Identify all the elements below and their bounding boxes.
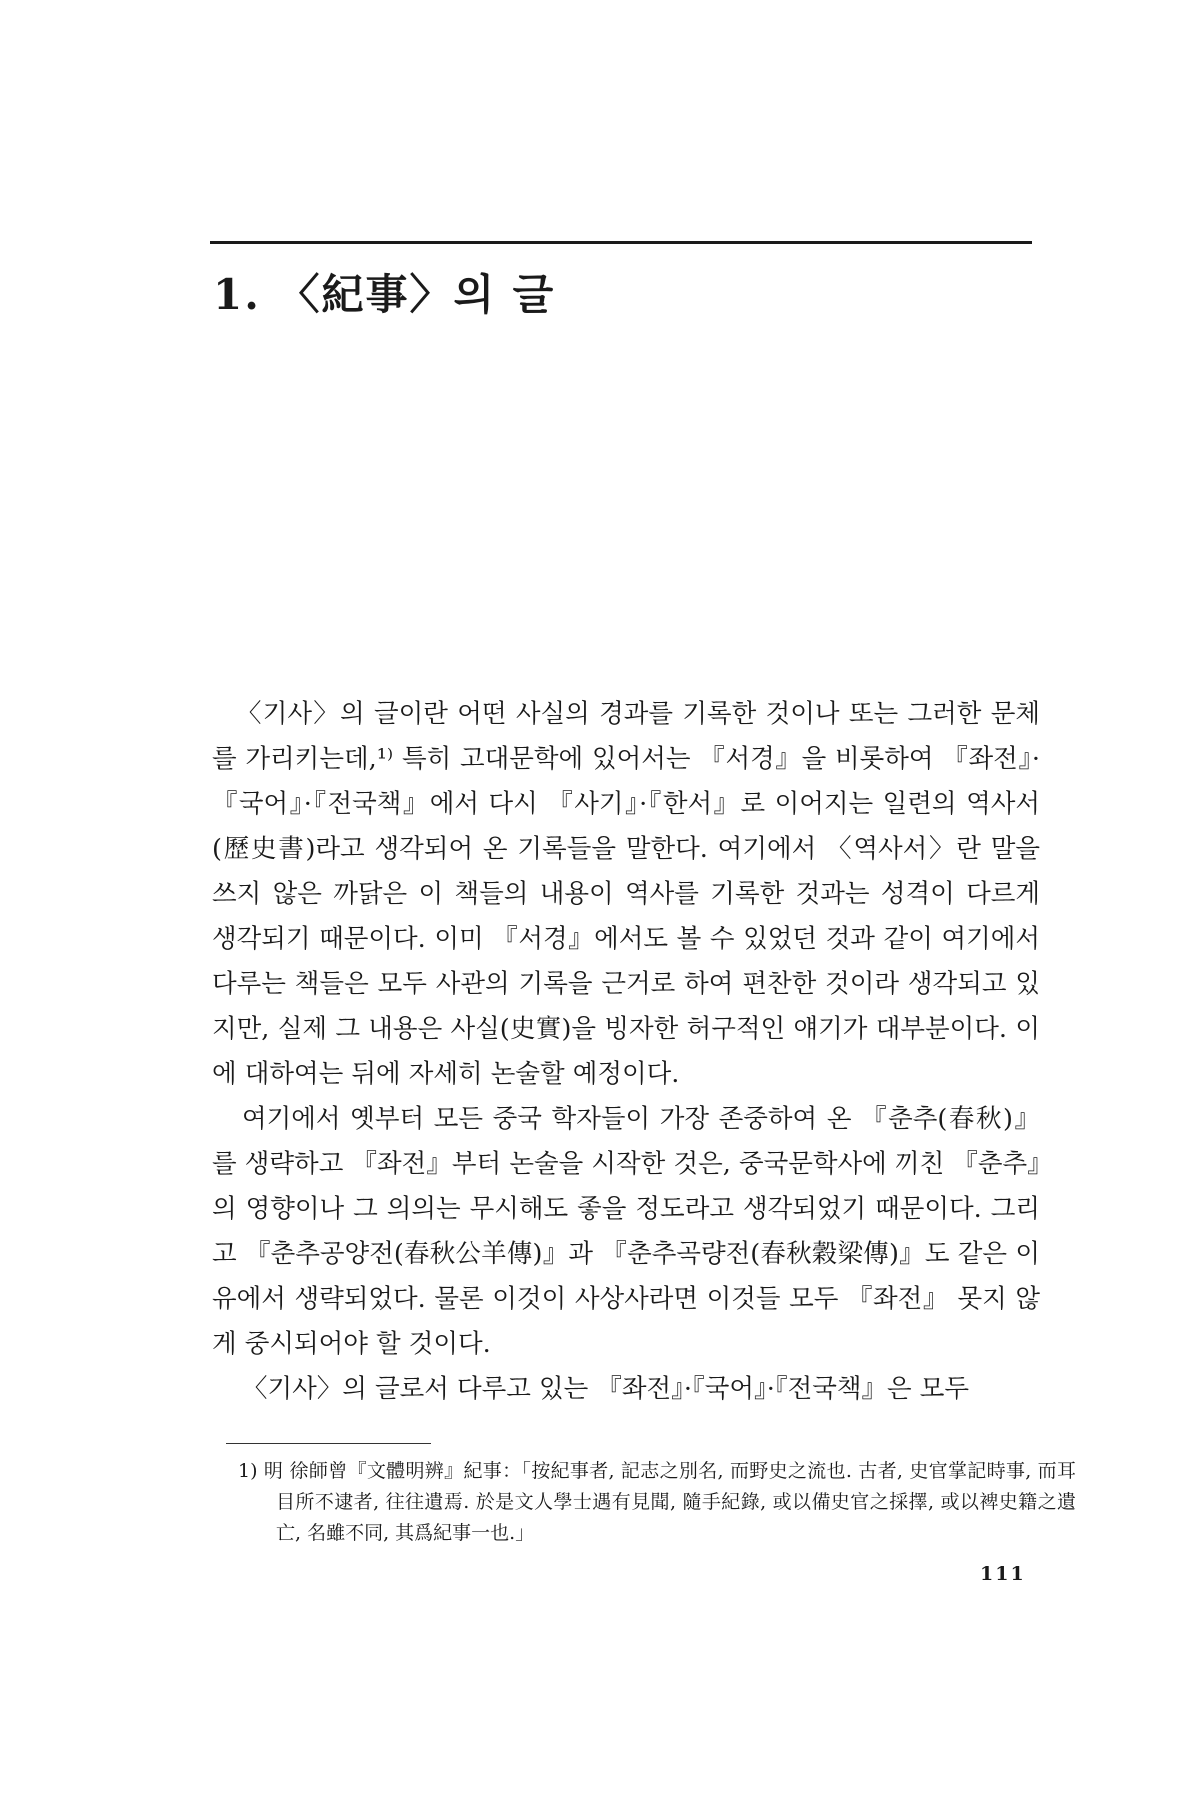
top-rule: [210, 241, 1032, 244]
paragraph-3: 〈기사〉의 글로서 다루고 있는 『좌전』·『국어』·『전국책』은 모두: [242, 1374, 970, 1404]
footnote-rule: [226, 1443, 431, 1444]
footnote: 1) 明 徐師曾『文體明辨』紀事：「按紀事者, 記志之別名, 而野史之流也. 古者, 史官掌記時事, 而耳目所不逮者, 往往遺焉. 於是文人學士遇有見聞, 隨手紀錄, 或以備史官之採擇, 或以裨史籍之遺亡, 名雖不同, 其爲紀事一也.」: [238, 1460, 1076, 1544]
body-text: [212, 692, 1040, 1412]
page-number: 111: [980, 1563, 1026, 1585]
chapter-heading: 1. 〈紀事〉의 글: [213, 270, 556, 319]
paragraph-1: 〈기사〉의 글이란 어떤 사실의 경과를 기록한 것이나 또는 그러한 문체를 가리키는데,¹⁾ 특히 고대문학에 있어서는 『서경』을 비롯하여 『좌전』·『국어』·『전국책』에서 다시 『사기』·『한서』로 이어지는 일련의 역사서(歷史書)라고 생각되어 온 기록들을 말한다. 여기에서 〈역사서〉란 말을 쓰지 않은 까닭은 이 책들의 내용이 역사를 기록한 것과는 성격이 다르게 생각되기 때문이다. 이미 『서경』에서도 볼 수 있었던 것과 같이 여기에서 다루는 책들은 모두 사관의 기록을 근거로 하여 편찬한 것이라 생각되고 있지만, 실제 그 내용은 사실(史實)을 빙자한 허구적인 얘기가 대부분이다. 이에 대하여는 뒤에 자세히 논술할 예정이다.: [212, 699, 1040, 1089]
paragraph-2: 여기에서 옛부터 모든 중국 학자들이 가장 존중하여 온 『춘추(春秋)』를 생략하고 『좌전』부터 논술을 시작한 것은, 중국문학사에 끼친 『춘추』의 영향이나 그 의의는 무시해도 좋을 정도라고 생각되었기 때문이다. 그리고 『춘추공양전(春秋公羊傳)』과 『춘추곡량전(春秋穀梁傳)』도 같은 이유에서 생략되었다. 물론 이것이 사상사라면 이것들 모두 『좌전』 못지 않게 중시되어야 할 것이다.: [212, 1104, 1040, 1359]
